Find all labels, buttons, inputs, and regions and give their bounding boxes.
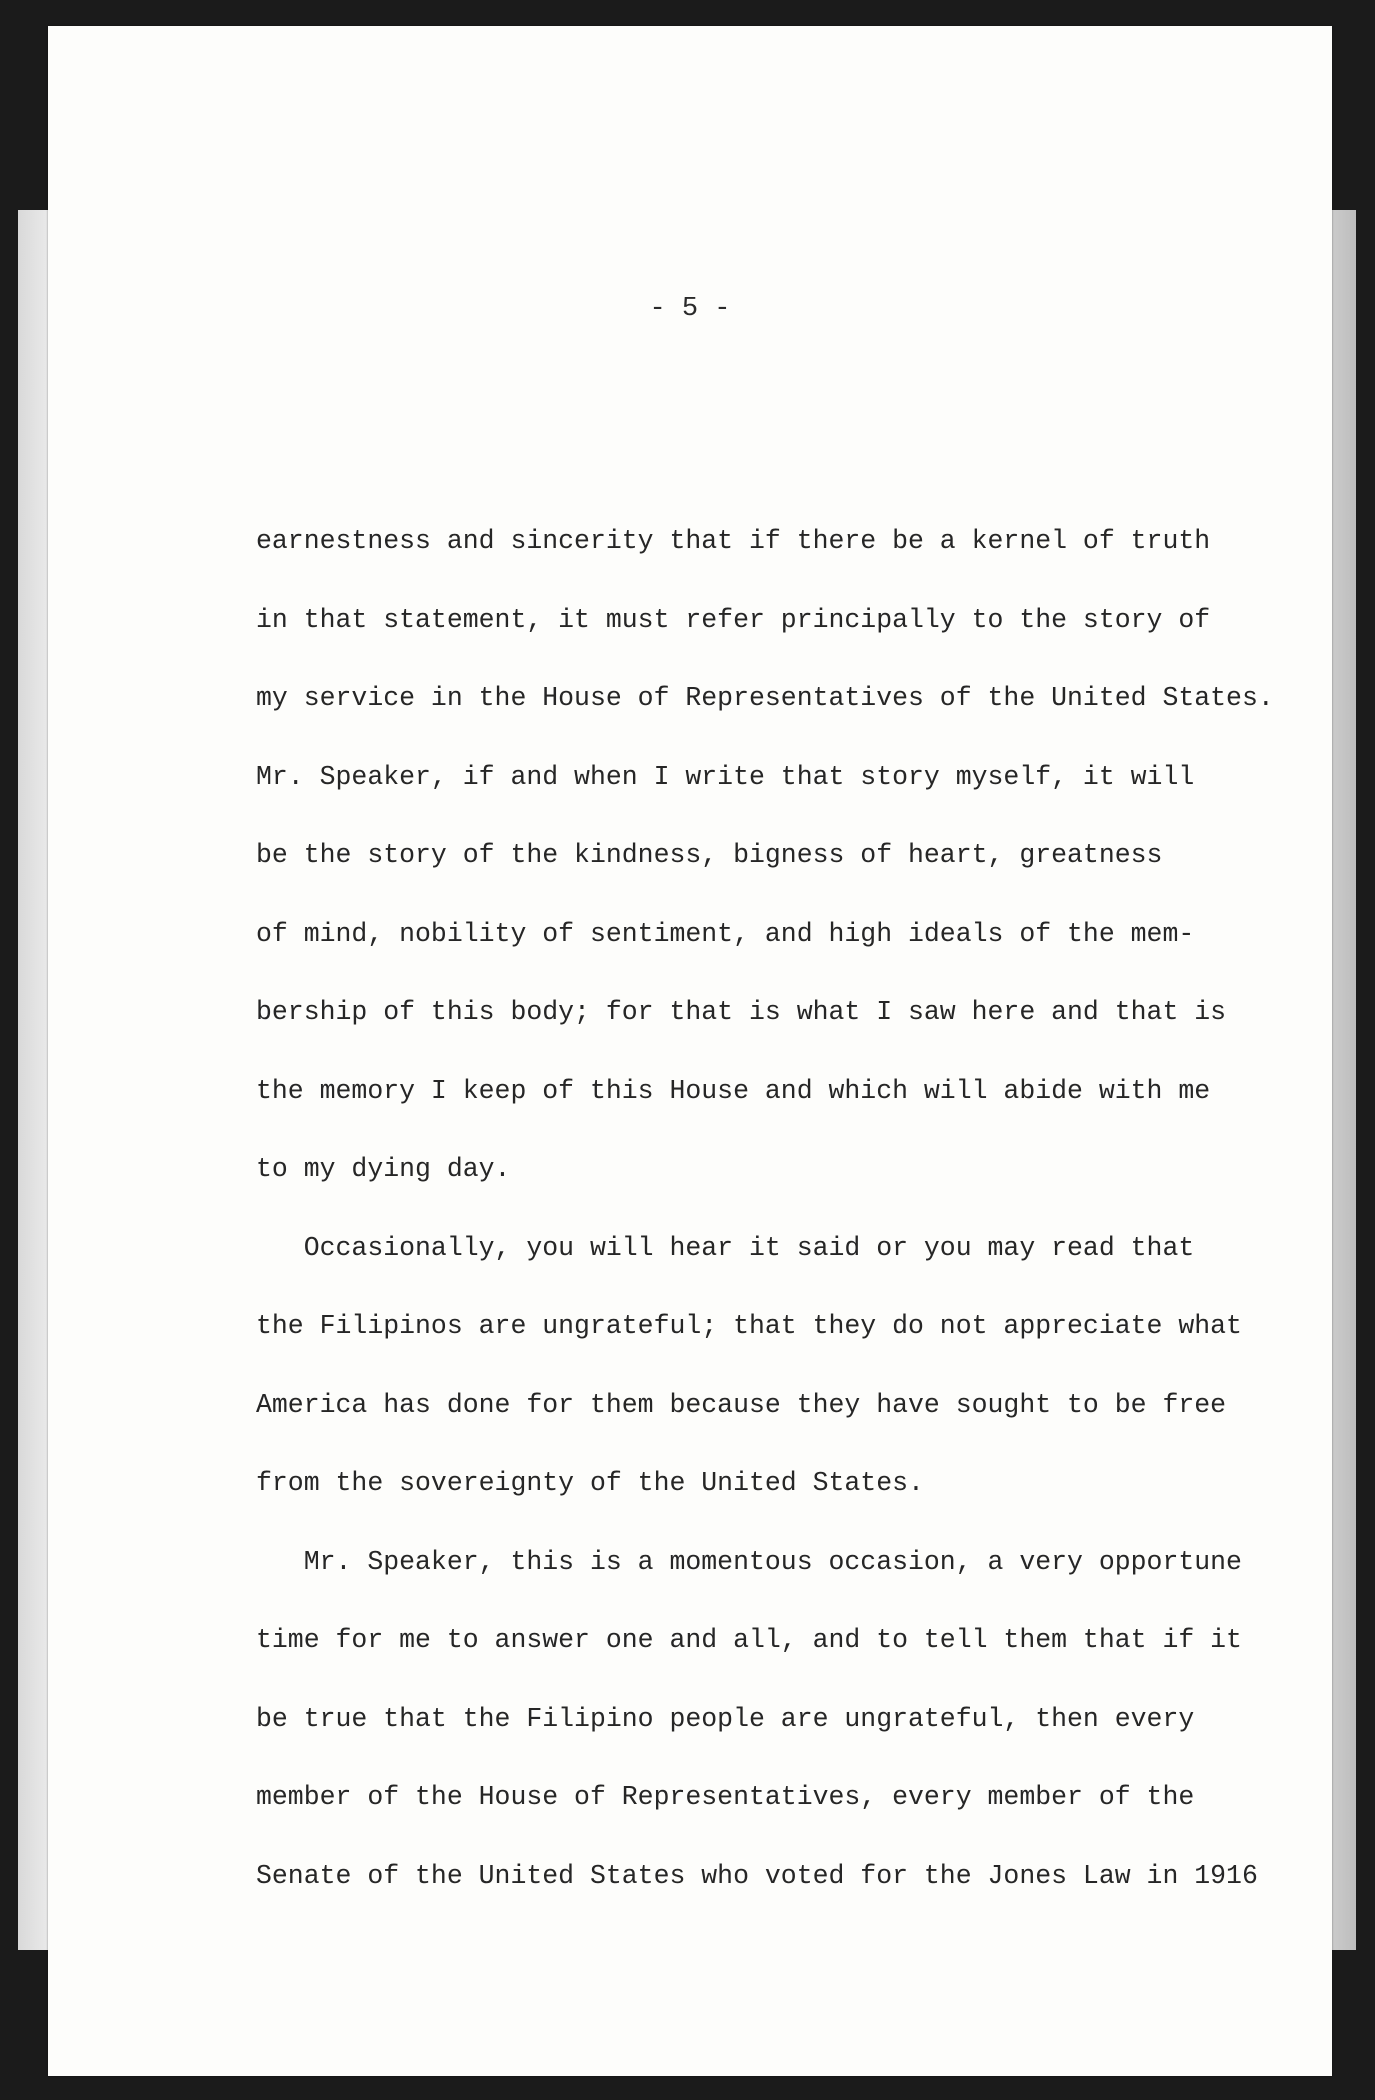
text-line: be the story of the kindness, bigness of heart, greatness [256,840,1163,870]
text-line: be true that the Filipino people are ungrateful, then every [256,1703,1195,1734]
typewritten-page [48,26,1332,2076]
text-line: of mind, nobility of sentiment, and high ideals of the mem- [256,918,1195,949]
text-line: Occasionally, you will hear it said or you may read that [256,1232,1195,1263]
text-line: America has done for them because they have sought to be free [256,1389,1227,1420]
text-line: earnestness and sincerity that if there be a kernel of truth [256,526,1211,556]
text-line: the Filipinos are ungrateful; that they do not appreciate what [256,1311,1242,1341]
page-number: - 5 - [649,294,731,324]
text-line: bership of this body; for that is what I saw here and that is [256,997,1227,1027]
text-line: Mr. Speaker, this is a momentous occasion, a very opportune [256,1546,1242,1577]
text-line: the memory I keep of this House and which will abide with me [256,1075,1211,1106]
text-line: in that statement, it must refer principally to the story of [256,604,1211,635]
text-line: Mr. Speaker, if and when I write that story myself, it will [256,761,1195,792]
text-line: member of the House of Representatives, every member of the [256,1782,1195,1812]
text-line: time for me to answer one and all, and to tell them that if it [256,1625,1242,1655]
text-line: from the sovereignty of the United States. [256,1468,924,1498]
text-line: my service in the House of Representatives of the United States. [256,683,1274,713]
body-text [256,506,1326,1919]
text-line: Senate of the United States who voted for the Jones Law in 1916 [256,1860,1258,1891]
text-line: to my dying day. [256,1154,511,1184]
